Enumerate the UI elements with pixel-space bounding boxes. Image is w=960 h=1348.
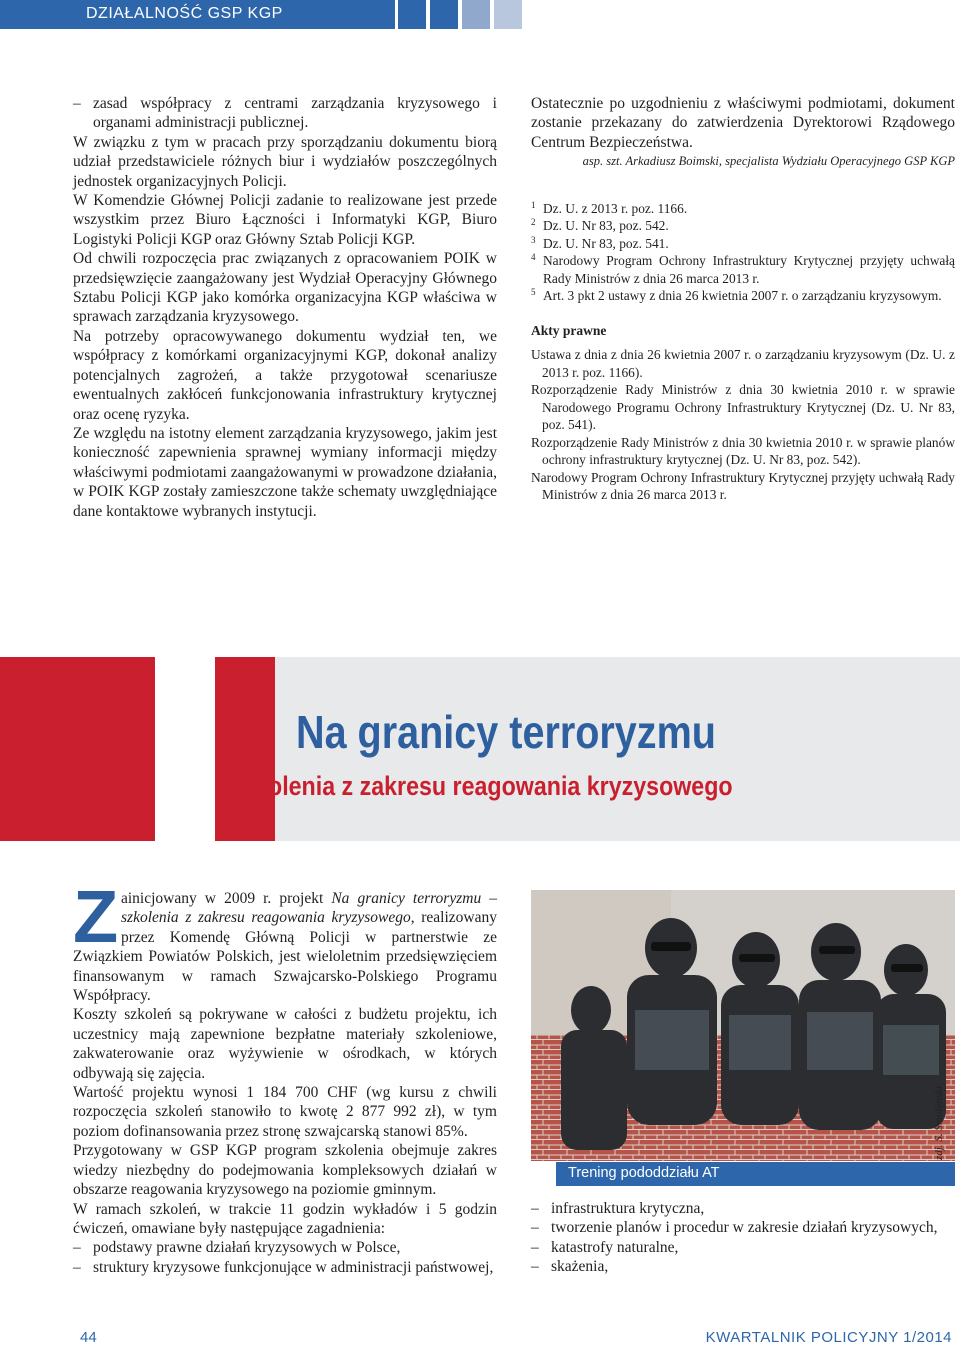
banner-stripe bbox=[155, 657, 215, 841]
left-column bbox=[73, 94, 497, 521]
banner-stripe bbox=[0, 657, 155, 841]
paragraph: Ostatecznie po uzgodnieniu z właściwymi podmiotami, dokument zostanie przekazany do zatwierdzenia Dyrektorowi Rządowego Centrum Bezpieczeństwa. bbox=[531, 95, 955, 151]
page-number: 44 bbox=[80, 1329, 97, 1346]
publication-name: KWARTALNIK POLICYJNY 1/2014 bbox=[705, 1329, 952, 1346]
banner-stripe bbox=[215, 657, 275, 841]
page-header bbox=[0, 0, 960, 29]
header-square bbox=[398, 0, 426, 29]
footnotes bbox=[531, 200, 955, 305]
list-item: – zasad współpracy z centrami zarządzania kryzysowego i organami administracji publicznej. bbox=[73, 95, 497, 132]
photo-illustration bbox=[531, 890, 955, 1161]
article-left-column bbox=[73, 875, 498, 1277]
paragraph: Koszty szkoleń są pokrywane w całości z budżetu projektu, ich uczestnicy mają zapewnione bezpłatne materiały szkoleniowe, zakwaterowanie oraz wyżywienie w ośrodkach, w których odbywają się zajęcia. bbox=[73, 1006, 497, 1082]
article-right-column bbox=[531, 1199, 955, 1277]
footnote: 1 Dz. U. z 2013 r. poz. 1166. bbox=[531, 199, 688, 216]
training-photo bbox=[531, 890, 955, 1161]
acts-heading: Akty prawne bbox=[531, 322, 607, 338]
header-square bbox=[494, 0, 522, 29]
list-item: – infrastruktura krytyczna, bbox=[531, 1200, 705, 1217]
list-item: – podstawy prawne działań kryzysowych w Polsce, bbox=[73, 1239, 401, 1257]
lead-paragraph: ainicjowany w 2009 r. projekt Na granicy terroryzmu – szkolenia z zakresu reagowania kryzysowego, realizowany przez Komendę Główną Policji w partnerstwie ze Związkiem Powiatów Polskich, jest wieloletnim przedsięwzięciem finansowanym w ramach Szwajcarsko-Polskiego Programu Współpracy. bbox=[73, 890, 498, 1005]
header-square bbox=[462, 0, 490, 29]
list-item: Ustawa z dnia z dnia 26 kwietnia 2007 r. o zarządzaniu kryzysowym (Dz. U. z 2013 r. poz. 1166). bbox=[531, 347, 955, 380]
list-item: – tworzenie planów i procedur w zakresie działań kryzysowych, bbox=[531, 1219, 938, 1237]
list-item: – katastrofy naturalne, bbox=[531, 1238, 679, 1256]
list-item: Rozporządzenie Rady Ministrów z dnia 30 kwietnia 2010 r. w sprawie planów ochrony infrastruktury krytycznej (Dz. U. Nr 83, poz. 542). bbox=[531, 434, 955, 468]
list-item: Rozporządzenie Rady Ministrów z dnia 30 kwietnia 2010 r. w sprawie Narodowego Programu Ochrony Infrastruktury Krytycznej (Dz. U. Nr 83, poz. 541). bbox=[531, 382, 955, 433]
footnote: 3 Dz. U. Nr 83, poz. 541. bbox=[531, 234, 669, 251]
paragraph: Od chwili rozpoczęcia prac związanych z opracowaniem POIK w przedsięwzięcie zaangażowany jest Wydział Operacyjny Głównego Sztabu Policji KGP jako komórka organizacyjna KGP właściwa w sprawach zarządzania kryzysowego. bbox=[73, 250, 497, 326]
article-subtitle: Szkolenia z zakresu reagowania kryzysowego bbox=[228, 771, 733, 801]
footnote: 2 Dz. U. Nr 83, poz. 542. bbox=[531, 217, 669, 234]
list-item: – skażenia, bbox=[531, 1258, 609, 1276]
photo-caption: Trening pododdziału AT bbox=[556, 1162, 955, 1186]
header-square bbox=[430, 0, 458, 29]
section-title: DZIAŁALNOŚĆ GSP KGP bbox=[86, 5, 283, 22]
footnote: 5 Art. 3 pkt 2 ustawy z dnia 26 kwietnia 2007 r. o zarządzaniu kryzysowym. bbox=[531, 287, 942, 304]
paragraph: W Komendzie Głównej Policji zadanie to realizowane jest przede wszystkim przez Biuro Łączności i Informatyki KGP, Biuro Logistyki Policji KGP oraz Główny Sztab Policji KGP. bbox=[73, 192, 497, 248]
paragraph: Wartość projektu wynosi 1 184 700 CHF (wg kursu z chwili rozpoczęcia szkoleń stanowiło to kwotę 2 877 992 zł), w tym poziom dofinansowania przez stronę szwajcarską stanowi 85%. bbox=[73, 1084, 497, 1140]
author-credit: asp. szt. Arkadiusz Boimski, specjalista Wydziału Operacyjnego GSP KGP bbox=[582, 154, 955, 169]
acts-list bbox=[531, 346, 955, 504]
drop-cap: Z bbox=[73, 875, 119, 958]
paragraph: W ramach szkoleń, w trakcie 11 godzin wykładów i 5 godzin ćwiczeń, omawiane były następujące zagadnienia: bbox=[73, 1200, 497, 1237]
paragraph: Na potrzeby opracowywanego dokumentu wydział ten, we współpracy z komórkami organizacyjnymi KGP, dokonał analizy potencjalnych zagrożeń, a także przygotował scenariusze ewentualnych zakłóceń funkcjonowania infrastruktury krytycznej oraz ocenę ryzyka. bbox=[73, 327, 497, 423]
paragraph: Ze względu na istotny element zarządzania kryzysowego, jakim jest konieczność zapewnienia sprawnej wymiany informacji między właściwymi podmiotami zaangażowanymi w prowadzone działania, w POIK KGP zostały zamieszczone także schematy uwzględniające dane kontaktowe wybranych instytucji. bbox=[73, 424, 497, 520]
article-title: Na granicy terroryzmu bbox=[296, 706, 716, 758]
paragraph: W związku z tym w pracach przy sporządzaniu dokumentu biorą udział przedstawiciele różnych biur i wydziałów poszczególnych jednostek organizacyjnych Policji. bbox=[73, 133, 497, 190]
list-item: Narodowy Program Ochrony Infrastruktury Krytycznej przyjęty uchwałą Rady Ministrów z dnia 26 marca 2013 r. bbox=[531, 469, 955, 503]
footnote: 4 Narodowy Program Ochrony Infrastruktury Krytycznej przyjęty uchwałą Rady Ministrów z dnia 26 marca 2013 r. bbox=[531, 252, 955, 286]
list-item: – struktury kryzysowe funkcjonujące w administracji państwowej, bbox=[73, 1258, 494, 1276]
photo-credit: zdj. S. Smoleński bbox=[933, 1086, 945, 1160]
right-column bbox=[531, 94, 955, 504]
paragraph: Przygotowany w GSP KGP program szkolenia obejmuje zakres wiedzy niezbędny do podejmowania kompleksowych działań w obszarze reagowania kryzysowego na poziomie gminnym. bbox=[73, 1142, 497, 1199]
